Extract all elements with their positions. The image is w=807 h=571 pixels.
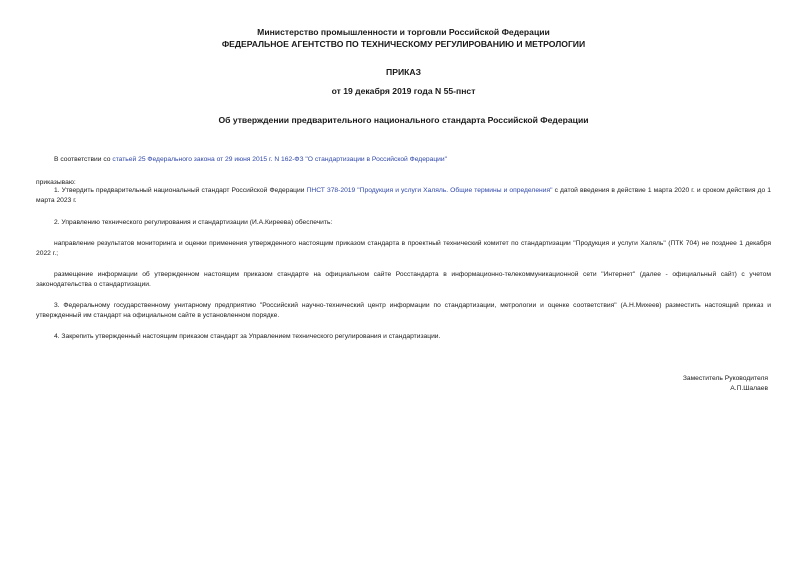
- item-2b-paragraph: размещение информации об утвержденном настоящим приказом стандарте на официальном сайте Росстандарта в информационно-телекоммуникационной сети "Интернет" (далее - официальный сайт) с учетом законодательства о стандартизации.: [36, 271, 771, 288]
- intro-paragraph: [36, 155, 771, 165]
- standard-link[interactable]: ПНСТ 378-2019 "Продукция и услуги Халяль. Общие термины и определения": [306, 187, 553, 194]
- document-title: Об утверждении предварительного национального стандарта Российской Федерации: [218, 115, 589, 125]
- ministry-heading: Министерство промышленности и торговли Российской Федерации: [257, 27, 550, 37]
- item-2a-paragraph: направление результатов мониторинга и оценки применения утвержденного настоящим приказом стандарта в проектный технический комитет по стандартизации "Продукция и услуги Халяль" (ПТК 704) не позднее 1 декабря 2022 г.;: [36, 240, 771, 257]
- item-1-paragraph: [36, 186, 771, 206]
- item-1-suffix: с датой введения в действие 1 марта 2020 г. и сроком действия до 1 марта 2023 г.: [36, 187, 771, 204]
- document-type: ПРИКАЗ: [386, 67, 421, 77]
- intro-prefix: В соответствии со: [54, 156, 113, 163]
- document-date-number: от 19 декабря 2019 года N 55-пнст: [331, 86, 476, 96]
- item-4-paragraph: 4. Закрепить утвержденный настоящим приказом стандарт за Управлением технического регулирования и стандартизации.: [54, 333, 441, 340]
- signature-position: Заместитель Руководителя: [682, 375, 768, 382]
- order-word: приказываю:: [36, 179, 76, 186]
- agency-heading: ФЕДЕРАЛЬНОЕ АГЕНТСТВО ПО ТЕХНИЧЕСКОМУ РЕГУЛИРОВАНИЮ И МЕТРОЛОГИИ: [221, 39, 586, 49]
- item-1-prefix: 1. Утвердить предварительный национальный стандарт Российской Федерации: [54, 187, 307, 194]
- federal-law-link[interactable]: статьей 25 Федерального закона от 29 июня 2015 г. N 162-ФЗ "О стандартизации в Российской Федерации": [112, 156, 448, 163]
- signature-name: А.П.Шалаев: [730, 385, 768, 392]
- item-3-paragraph: 3. Федеральному государственному унитарному предприятию "Российский научно-технический центр информации по стандартизации, метрологии и оценке соответствия" (А.Н.Михеев) разместить настоящий приказ и утвержденный им стандарт на официальном сайте в установленном порядке.: [36, 302, 771, 319]
- item-2-paragraph: 2. Управлению технического регулирования и стандартизации (И.А.Киреева) обеспечить:: [54, 219, 333, 226]
